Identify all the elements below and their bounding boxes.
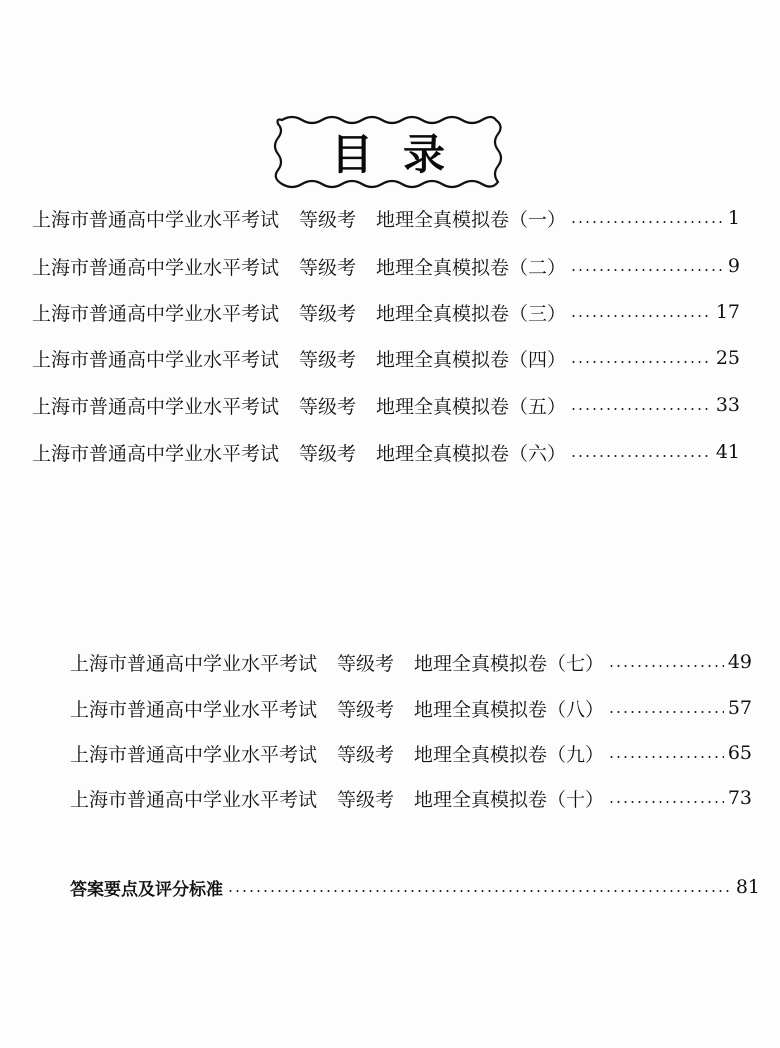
dot-leader <box>570 315 712 317</box>
entry-level: 等级考 <box>299 442 357 465</box>
entry-name: 地理全真模拟卷（五） <box>376 395 567 418</box>
entry-level: 等级考 <box>299 208 357 231</box>
entry-series: 上海市普通高中学业水平考试 <box>70 788 318 811</box>
dot-leader <box>570 455 712 457</box>
entry-page-number: 73 <box>727 787 752 809</box>
toc-entry[interactable] <box>32 251 740 281</box>
toc-entry[interactable] <box>70 693 752 723</box>
entry-name: 地理全真模拟卷（六） <box>376 442 567 465</box>
entry-level: 等级考 <box>299 348 357 371</box>
answer-label: 答案要点及评分标准 <box>70 879 223 900</box>
dot-leader <box>570 408 712 410</box>
toc-entry[interactable] <box>32 343 740 373</box>
entry-series: 上海市普通高中学业水平考试 <box>32 302 280 325</box>
entry-name: 地理全真模拟卷（四） <box>376 348 567 371</box>
entry-series: 上海市普通高中学业水平考试 <box>70 743 318 766</box>
entry-level: 等级考 <box>299 256 357 279</box>
toc-entry-answers[interactable] <box>70 872 760 902</box>
entry-series: 上海市普通高中学业水平考试 <box>32 442 280 465</box>
entry-level: 等级考 <box>337 698 395 721</box>
entry-series: 上海市普通高中学业水平考试 <box>32 208 280 231</box>
entry-series: 上海市普通高中学业水平考试 <box>70 698 318 721</box>
entry-level: 等级考 <box>299 395 357 418</box>
entry-name: 地理全真模拟卷（二） <box>376 256 567 279</box>
entry-page-number: 1 <box>727 207 740 229</box>
entry-series: 上海市普通高中学业水平考试 <box>32 395 280 418</box>
entry-page-number: 33 <box>715 394 740 416</box>
entry-series: 上海市普通高中学业水平考试 <box>70 652 318 675</box>
dot-leader <box>608 665 724 667</box>
entry-level: 等级考 <box>337 788 395 811</box>
page-title: 目录 <box>330 130 475 179</box>
toc-entry[interactable] <box>70 647 752 677</box>
entry-page-number: 49 <box>727 651 752 673</box>
dot-leader <box>608 801 724 803</box>
title-frame <box>268 114 508 190</box>
entry-name: 地理全真模拟卷（八） <box>414 698 605 721</box>
entry-page-number: 9 <box>727 255 740 277</box>
entry-level: 等级考 <box>337 743 395 766</box>
entry-page-number: 25 <box>715 347 740 369</box>
toc-entry[interactable] <box>70 783 752 813</box>
entry-level: 等级考 <box>337 652 395 675</box>
entry-name: 地理全真模拟卷（十） <box>414 788 605 811</box>
toc-entry[interactable] <box>32 390 740 420</box>
entry-page-number: 41 <box>715 441 740 463</box>
entry-name: 地理全真模拟卷（一） <box>376 208 567 231</box>
entry-page-number: 81 <box>735 876 760 898</box>
toc-entry[interactable] <box>70 738 752 768</box>
dot-leader <box>608 711 724 713</box>
dot-leader <box>570 221 724 223</box>
dot-leader <box>227 890 732 892</box>
entry-name: 地理全真模拟卷（三） <box>376 302 567 325</box>
entry-page-number: 65 <box>727 742 752 764</box>
entry-series: 上海市普通高中学业水平考试 <box>32 348 280 371</box>
entry-page-number: 57 <box>727 697 752 719</box>
entry-name: 地理全真模拟卷（九） <box>414 743 605 766</box>
dot-leader <box>570 361 712 363</box>
dot-leader <box>608 756 724 758</box>
toc-entry[interactable] <box>32 437 740 467</box>
entry-page-number: 17 <box>715 301 740 323</box>
entry-name: 地理全真模拟卷（七） <box>414 652 605 675</box>
entry-series: 上海市普通高中学业水平考试 <box>32 256 280 279</box>
entry-level: 等级考 <box>299 302 357 325</box>
toc-entry[interactable] <box>32 297 740 327</box>
dot-leader <box>570 269 724 271</box>
toc-entry[interactable] <box>32 203 740 233</box>
